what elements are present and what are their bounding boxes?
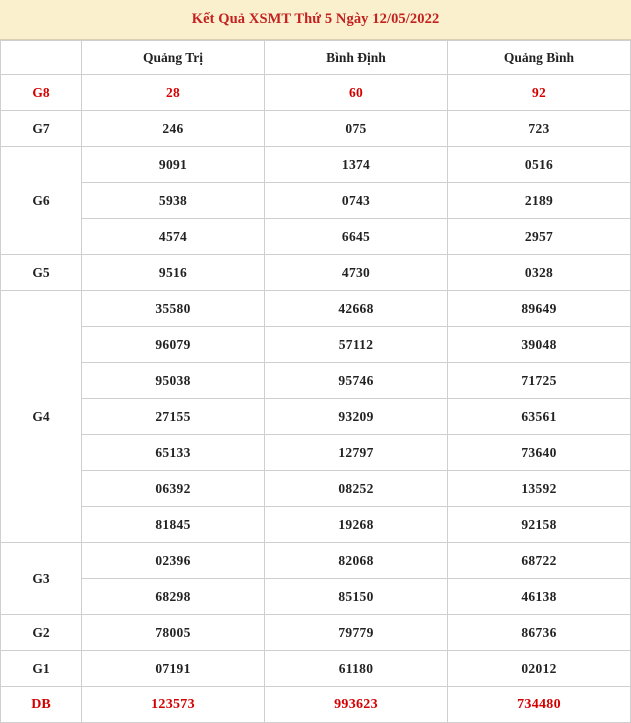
result-number: 13592: [448, 471, 631, 507]
table-row: [1, 507, 631, 543]
result-number: 4574: [82, 219, 265, 255]
result-number: 92158: [448, 507, 631, 543]
prize-label-g3: G3: [1, 543, 82, 615]
table-row: [1, 327, 631, 363]
result-number: 86736: [448, 615, 631, 651]
result-number: 57112: [265, 327, 448, 363]
results-table: [0, 40, 631, 723]
result-number: 60: [265, 75, 448, 111]
result-number: 075: [265, 111, 448, 147]
prize-label-g1: G1: [1, 651, 82, 687]
table-row: [1, 219, 631, 255]
result-number: 46138: [448, 579, 631, 615]
page-title: Kết Quả XSMT Thứ 5 Ngày 12/05/2022: [191, 11, 440, 27]
table-row: [1, 147, 631, 183]
table-row: [1, 75, 631, 111]
table-row: [1, 543, 631, 579]
result-number: 2957: [448, 219, 631, 255]
result-number: 0328: [448, 255, 631, 291]
result-number: 246: [82, 111, 265, 147]
result-number: 85150: [265, 579, 448, 615]
result-number: 19268: [265, 507, 448, 543]
result-number: 42668: [265, 291, 448, 327]
result-number: 07191: [82, 651, 265, 687]
table-row: [1, 255, 631, 291]
result-number: 63561: [448, 399, 631, 435]
result-number: 61180: [265, 651, 448, 687]
table-row: [1, 183, 631, 219]
result-number: 2189: [448, 183, 631, 219]
prize-label-g5: G5: [1, 255, 82, 291]
result-number: 12797: [265, 435, 448, 471]
prize-label-g2: G2: [1, 615, 82, 651]
result-number: 82068: [265, 543, 448, 579]
result-number: 4730: [265, 255, 448, 291]
table-row: [1, 291, 631, 327]
column-header-province-3: Quảng Bình: [448, 41, 631, 75]
result-number: 65133: [82, 435, 265, 471]
table-head: [1, 41, 631, 75]
result-number: 89649: [448, 291, 631, 327]
result-number: 993623: [265, 687, 448, 723]
table-row: [1, 579, 631, 615]
result-number: 27155: [82, 399, 265, 435]
table-row: [1, 687, 631, 723]
prize-label-db: DB: [1, 687, 82, 723]
column-header-prize: [1, 41, 82, 75]
result-number: 28: [82, 75, 265, 111]
table-row: [1, 471, 631, 507]
table-row: [1, 435, 631, 471]
result-number: 81845: [82, 507, 265, 543]
prize-label-g7: G7: [1, 111, 82, 147]
column-header-province-1: Quảng Trị: [82, 41, 265, 75]
result-number: 68722: [448, 543, 631, 579]
table-row: [1, 363, 631, 399]
result-number: 6645: [265, 219, 448, 255]
table-row: [1, 111, 631, 147]
prize-label-g4: G4: [1, 291, 82, 543]
result-number: 35580: [82, 291, 265, 327]
result-number: 73640: [448, 435, 631, 471]
result-number: 02396: [82, 543, 265, 579]
prize-label-g8: G8: [1, 75, 82, 111]
page-title-bar: [0, 0, 631, 40]
result-number: 95038: [82, 363, 265, 399]
result-number: 92: [448, 75, 631, 111]
result-number: 02012: [448, 651, 631, 687]
table-row: [1, 651, 631, 687]
prize-label-g6: G6: [1, 147, 82, 255]
column-header-province-2: Bình Định: [265, 41, 448, 75]
result-number: 734480: [448, 687, 631, 723]
result-number: 71725: [448, 363, 631, 399]
result-number: 39048: [448, 327, 631, 363]
result-number: 723: [448, 111, 631, 147]
table-body: [1, 75, 631, 723]
result-number: 78005: [82, 615, 265, 651]
result-number: 0516: [448, 147, 631, 183]
result-number: 1374: [265, 147, 448, 183]
result-number: 9516: [82, 255, 265, 291]
result-number: 5938: [82, 183, 265, 219]
result-number: 06392: [82, 471, 265, 507]
result-number: 95746: [265, 363, 448, 399]
table-row: [1, 399, 631, 435]
result-number: 79779: [265, 615, 448, 651]
table-row: [1, 615, 631, 651]
table-header-row: [1, 41, 631, 75]
result-number: 9091: [82, 147, 265, 183]
result-number: 68298: [82, 579, 265, 615]
result-number: 08252: [265, 471, 448, 507]
result-number: 93209: [265, 399, 448, 435]
result-number: 123573: [82, 687, 265, 723]
result-number: 96079: [82, 327, 265, 363]
result-number: 0743: [265, 183, 448, 219]
